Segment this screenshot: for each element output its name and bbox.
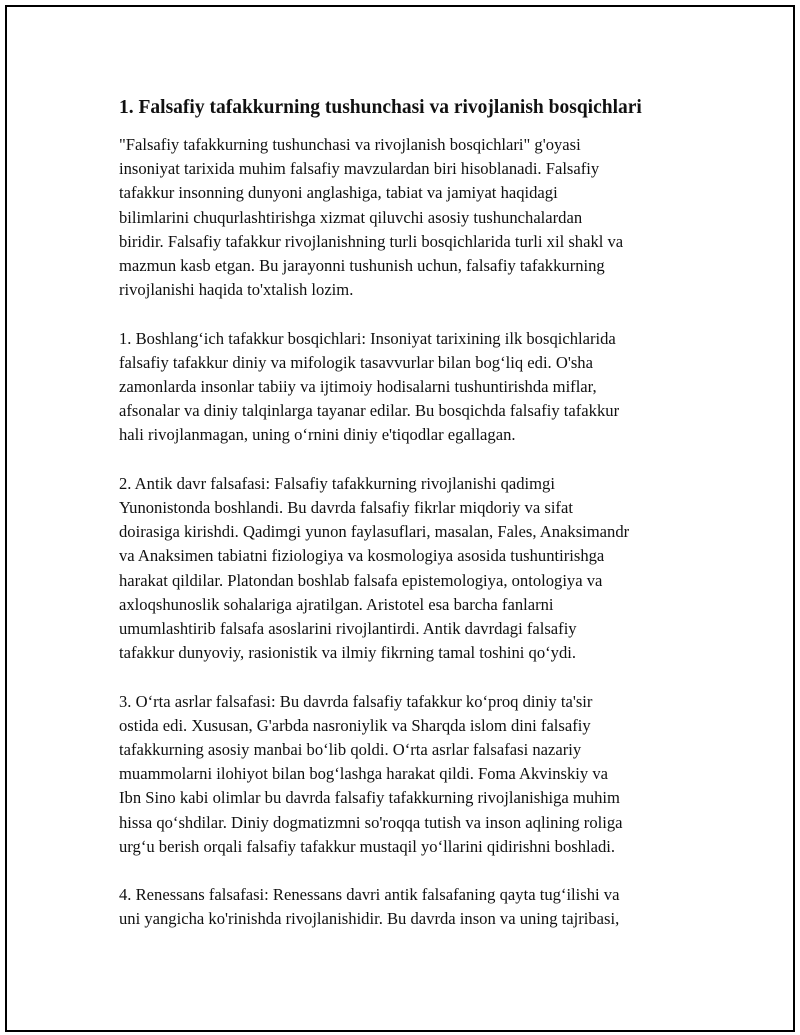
section-heading: 1. Falsafiy tafakkurning tushunchasi va rivojlanish bosqichlari [119,97,642,118]
text-line: harakat qildilar. Platondan boshlab falsafa epistemologiya, ontologiya va [119,570,603,590]
text-line: tafakkur dunyoviy, rasionistik va ilmiy fikrning tamal toshini qo‘ydi. [119,643,577,663]
text-line: va Anaksimen tabiatni fiziologiya va kosmologiya asosida tushuntirishga [119,546,605,566]
text-line: doirasiga kirishdi. Qadimgi yunon faylasuflari, masalan, Fales, Anaksimandr [119,522,630,542]
text-line: tafakkur insonning dunyoni anglashiga, tabiat va jamiyat haqidagi [119,183,558,203]
text-line: bilimlarini chuqurlashtirishga xizmat qiluvchi asosiy tushunchalardan [119,207,583,227]
text-line: rivojlanishi haqida to'xtalish lozim. [119,280,354,300]
text-line: Yunonistonda boshlandi. Bu davrda falsafiy fikrlar miqdoriy va sifat [119,498,573,518]
text-line: 1. Boshlang‘ich tafakkur bosqichlari: Insoniyat tarixining ilk bosqichlarida [119,328,616,348]
paragraph [119,690,699,859]
text-line: "Falsafiy tafakkurning tushunchasi va rivojlanish bosqichlari" g'oyasi [119,135,581,154]
text-line: 3. O‘rta asrlar falsafasi: Bu davrda falsafiy tafakkur ko‘proq diniy ta'sir [119,691,593,711]
text-line: Ibn Sino kabi olimlar bu davrda falsafiy tafakkurning rivojlanishiga muhim [119,788,620,808]
text-line: ostida edi. Xususan, G'arbda nasroniylik va Sharqda islom dini falsafiy [119,715,591,735]
text-line: afsonalar va diniy talqinlarga tayanar edilar. Bu bosqichda falsafiy tafakkur [119,401,620,421]
document-body [119,95,699,956]
text-line: zamonlarda insonlar tabiiy va ijtimoiy hodisalarni tushuntirishda miflar, [119,377,597,397]
text-line: hali rivojlanmagan, uning o‘rnini diniy e'tiqodlar egallagan. [119,425,516,445]
text-line: falsafiy tafakkur diniy va mifologik tasavvurlar bilan bog‘liq edi. O'sha [119,352,593,372]
text-line: tafakkurning asosiy manbai bo‘lib qoldi. O‘rta asrlar falsafasi nazariy [119,740,582,760]
text-line: mazmun kasb etgan. Bu jarayonni tushunish uchun, falsafiy tafakkurning [119,256,605,276]
text-line: axloqshunoslik sohalariga ajratilgan. Aristotel esa barcha fanlarni [119,594,554,614]
text-line: hissa qo‘shdilar. Diniy dogmatizmni so'roqqa tutish va inson aqlining roliga [119,812,623,832]
text-line: biridir. Falsafiy tafakkur rivojlanishning turli bosqichlarida turli xil shakl va [119,231,624,251]
text-line: umumlashtirib falsafa asoslarini rivojlantirdi. Antik davrdagi falsafiy [119,619,577,639]
paragraph-container [119,133,699,932]
text-line: urg‘u berish orqali falsafiy tafakkur mustaqil yo‘llarini qidirishni boshladi. [119,836,616,856]
text-line: insoniyat tarixida muhim falsafiy mavzulardan biri hisoblanadi. Falsafiy [119,159,600,179]
text-line: 2. Antik davr falsafasi: Falsafiy tafakkurning rivojlanishi qadimgi [119,473,555,493]
paragraph [119,327,699,448]
text-line: 4. Renessans falsafasi: Renessans davri antik falsafaning qayta tug‘ilishi va [119,885,620,905]
paragraph [119,133,699,302]
text-line: muammolarni ilohiyot bilan bog‘lashga harakat qildi. Foma Akvinskiy va [119,764,608,784]
paragraph [119,883,699,931]
text-line: uni yangicha ko'rinishda rivojlanishidir. Bu davrda inson va uning tajribasi, [119,909,620,929]
page-frame [5,5,795,1032]
paragraph [119,472,699,666]
